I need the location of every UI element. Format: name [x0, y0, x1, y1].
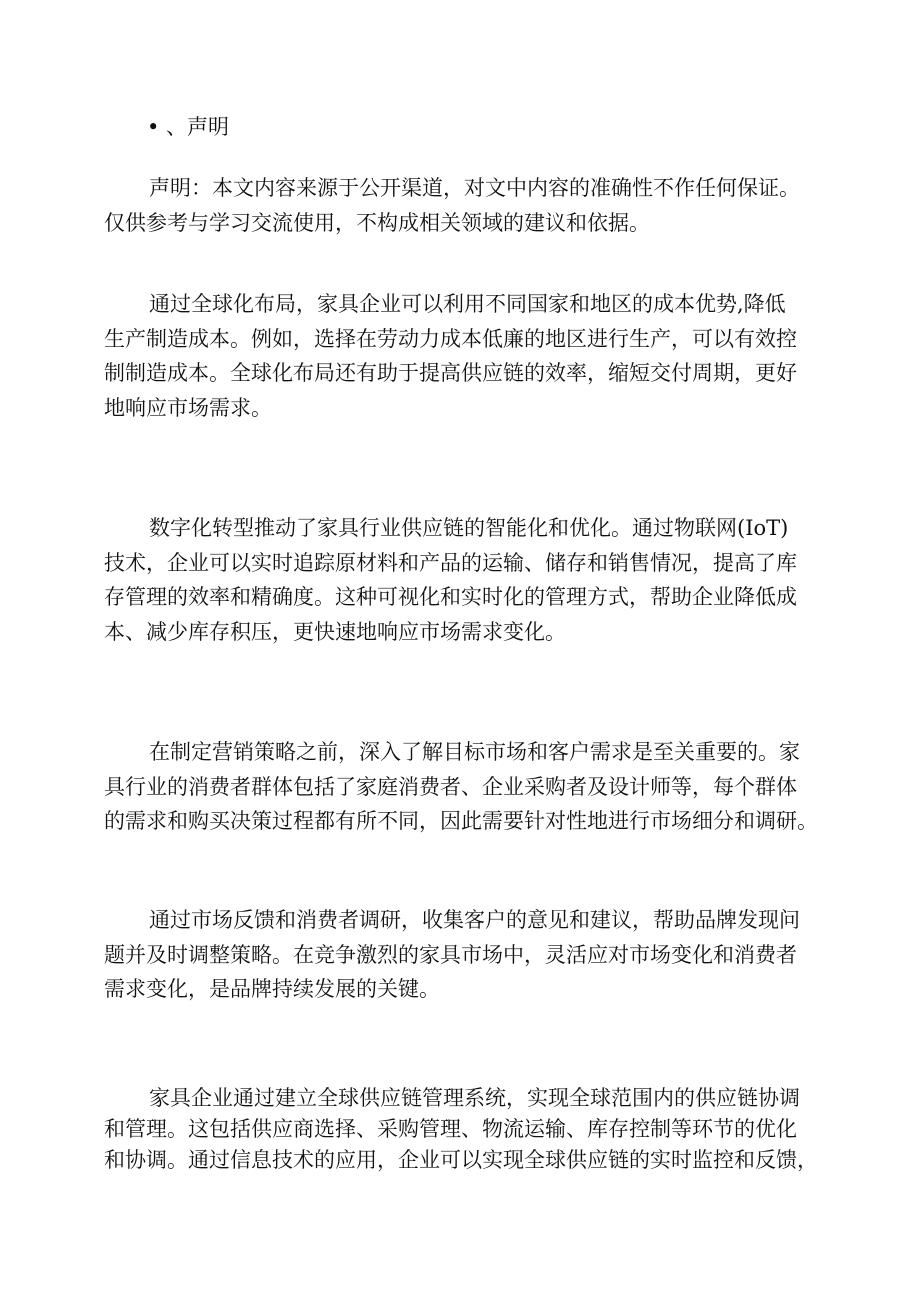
paragraph-line: 本、减少库存积压，更快速地响应市场需求变化。	[104, 619, 566, 644]
section-heading: • 、声明	[147, 115, 230, 139]
globalization-paragraph	[104, 287, 856, 425]
paragraph-line: 数字化转型推动了家具行业供应链的智能化和优化。通过物联网(IoT)	[149, 516, 789, 540]
paragraph-line: 通过全球化布局，家具企业可以利用不同国家和地区的成本优势,降低	[149, 292, 786, 316]
digital-transformation-paragraph	[104, 511, 856, 649]
paragraph-line: 题并及时调整策略。在竞争激烈的家具市场中，灵活应对市场变化和消费者	[104, 942, 797, 967]
paragraph-line: 生产制造成本。例如，选择在劳动力成本低廉的地区进行生产，可以有效控	[104, 326, 797, 351]
paragraph-line: 和协调。通过信息技术的应用，企业可以实现全球供应链的实时监控和反馈，	[104, 1148, 818, 1172]
market-feedback-paragraph	[104, 903, 856, 1007]
paragraph-line: 需求变化，是品牌持续发展的关键。	[104, 977, 440, 1001]
paragraph-line: 家具企业通过建立全球供应链管理系统，实现全球范围内的供应链协调	[149, 1086, 800, 1110]
paragraph-line: 的需求和购买决策过程都有所不同，因此需要针对性地进行市场细分和调研。	[104, 809, 818, 833]
paragraph-line: 制制造成本。全球化布局还有助于提高供应链的效率，缩短交付周期，更好	[104, 361, 797, 385]
paragraph-line: 地响应市场需求。	[104, 395, 272, 420]
paragraph-line: 具行业的消费者群体包括了家庭消费者、企业采购者及设计师等，每个群体	[104, 774, 797, 799]
paragraph-line: 声明：本文内容来源于公开渠道，对文中内容的准确性不作任何保证。	[149, 176, 800, 200]
paragraph-line: 通过市场反馈和消费者调研，收集客户的意见和建议，帮助品牌发现问	[149, 908, 800, 932]
disclaimer-paragraph	[104, 171, 856, 240]
paragraph-line: 技术，企业可以实时追踪原材料和产品的运输、储存和销售情况，提高了库	[104, 550, 797, 575]
paragraph-line: 和管理。这包括供应商选择、采购管理、物流运输、库存控制等环节的优化	[104, 1117, 797, 1141]
paragraph-line: 在制定营销策略之前，深入了解目标市场和客户需求是至关重要的。家	[149, 740, 800, 764]
supply-chain-paragraph	[104, 1083, 856, 1176]
paragraph-line: 仅供参考与学习交流使用，不构成相关领域的建议和依据。	[104, 210, 650, 235]
paragraph-line: 存管理的效率和精确度。这种可视化和实时化的管理方式，帮助企业降低成	[104, 585, 797, 609]
marketing-strategy-paragraph	[104, 735, 856, 839]
